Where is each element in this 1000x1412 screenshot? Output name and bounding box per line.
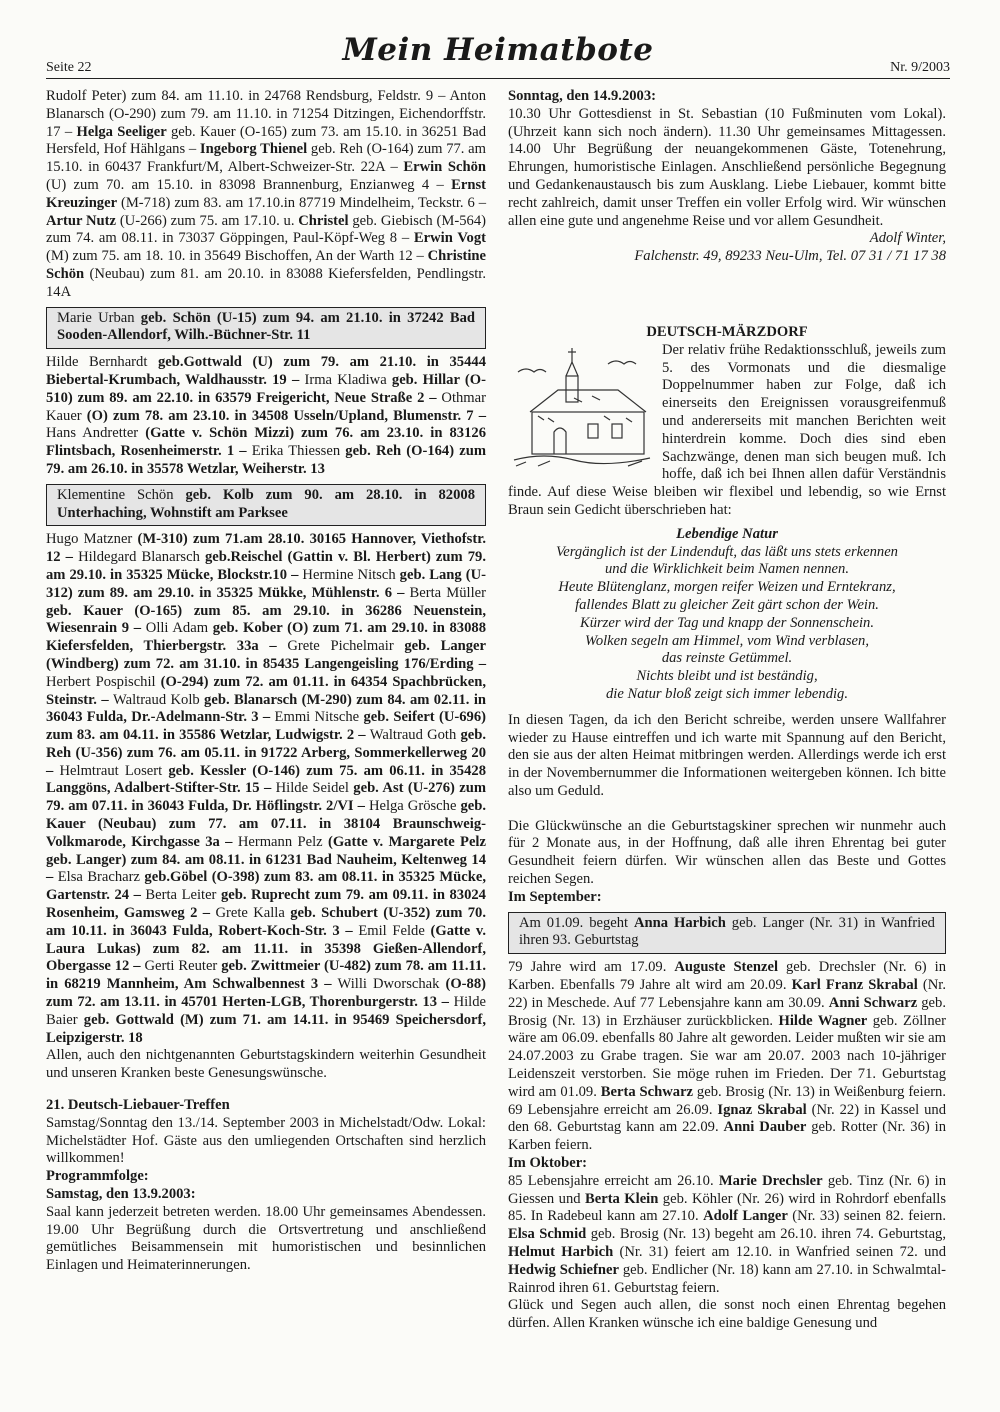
person-name: Auguste Stenzel [674,959,779,976]
entry-text: Hilde Bernhardt [46,354,148,371]
entry-text: Am 01.09. begeht [519,914,635,931]
entry-text: Grete Kalla [215,905,285,922]
person-name: geb. Hillar (O-510) zum 89. am 22.10. in 63579 Freigericht, Neue Straße 2 – [46,371,486,406]
entry-text: Othmar Kauer [46,389,486,424]
entry-text: Berta Leiter [145,887,217,904]
entry-text: geb. Brosig (Nr. 13) in Erzhäuser zurückblicken. [508,994,946,1029]
entry-text: Grete Pichelmair [287,638,394,655]
person-name: Christel [298,212,349,229]
poem-title: Lebendige Natur [676,525,778,542]
samstag-text: Saal kann jederzeit betreten werden. 18.00 Uhr gemeinsames Abendessen. 19.00 Uhr Begrüßung durch die Ortsvertretung und anschließend gemütliches Beisammensein mit humoristischen und besinnlichen Einlagen und Heimaterinnerungen. [46,1203,486,1274]
person-name: Anna Harbich [634,914,726,931]
entry-text: Irma Kladiwa [304,371,387,388]
entry-text: (Nr. 22) in Meschede. Auf 77 Lebensjahre kann am 30.09. [508,977,946,1011]
left-column [46,88,486,1275]
entry-text: (Neubau) zum 81. am 20.10. in 83088 Kiefersfelden, Pendlingstr. 14A [46,265,486,300]
entry-text: 85 Lebensjahre erreicht am 26.10. [508,1172,719,1189]
entry-text: (U) zum 70. am 15.10. in 83098 Brannenburg, Enzianweg 4 – [46,176,452,193]
entry-text: Rudolf Peter) zum 84. am 11.10. in 24768 Rendsburg, Feldstr. 9 – Anton Blanarsch (O-290) zum 79. am 11.10. in 71254 Ditzingen, Eichendorffstr. 17 – [46,88,486,140]
birthday-paragraph-2 [46,354,486,479]
entry-text: Willi Dworschak [337,976,440,993]
samstag-heading: Samstag, den 13.9.2003: [46,1186,196,1203]
entry-text: geb. Rotter (Nr. 36) in Karben feiern. [508,1119,946,1154]
header-rule [46,78,950,79]
person-name: Hilde Wagner [778,1012,868,1029]
person-name: geb. Reh (U-356) zum 76. am 05.11. in 91722 Arberg, Sommerkellerweg 20 – [46,727,486,779]
entry-text: geb. Reh (O-164) zum 77. am 15.10. in 60437 Frankfurt/M, Albert-Schweizer-Str. 22A – [46,141,486,176]
issue-number: Nr. 9/2003 [890,60,950,75]
poem [508,526,946,704]
treffen-text: Samstag/Sonntag den 13./14. September 2003 in Michelstadt/Odw. Lokal: Michelstädter Hof. Gäste aus den umliegenden Ortschaften sind herzlich willkommen! [46,1114,486,1167]
entry-text: Gerti Reuter [144,958,218,975]
entry-text: geb. Drechsler (Nr. 6) in Karben. Ebenfalls 79 Jahre alt wird am 20.09. [508,959,946,994]
person-name: Erwin Schön [403,159,486,176]
signature-name: Adolf Winter, [869,230,946,247]
right-column [508,88,946,1333]
oktober-heading: Im Oktober: [508,1155,588,1172]
entry-text: Hildegard Blanarsch [78,549,200,566]
highlight-box-marie-urban [46,307,486,350]
page-header [46,32,950,76]
entry-text: (Nr. 31) feiert am 12.10. in Wanfried seinen 72. und [613,1244,946,1261]
person-name: (Gatte v. Margarete Pelz geb. Langer) zum 84. am 08.11. in 61231 Bad Nauheim, Keltenweg 14 – [46,833,486,886]
entry-text: geb. Zöllner wäre am 06.09. ebenfalls 80 Jahre alt geworden. Leider mußten wir sie am 24.07.2003 zu Grabe tragen. Sie war am 20.07. 2003 nach 10-jähriger Leidenszeit verstorben. Sie möge ruhen im Frieden. Der 71. Geburtstag wird am 01.09. [508,1012,946,1100]
person-name: Karl Franz Skrabal [791,977,918,994]
person-name: geb. Langer (Windberg) zum 72. am 31.10. in 85435 Langengeisling 176/Erding – [46,638,486,672]
entry-text: geb. Endlicher (Nr. 18) kann am 27.10. in Schwalmtal-Rainrod ihren 61. Geburtstag feiern. [508,1261,946,1296]
person-name: geb. Blanarsch (M-290) zum 84. am 02.11. in 36043 Fulda, Dr.-Adelmann-Str. 3 – [46,691,486,726]
entry-text: 79 Jahre wird am 17.09. [508,959,675,976]
after-poem-paragraph: In diesen Tagen, da ich den Bericht schreibe, werden unsere Wallfahrer wieder zu Hause eintreffen und ich warte mit Spannung auf den Bericht, den sie aus der alten Heimat mitbringen werden. Allerdings werde ich erst in der Novembernummer die Informationen weitergeben können. Ich bitte also um Geduld. [508,711,946,799]
person-name: Berta Klein [585,1190,659,1207]
entry-text: Hilde Baier [46,994,486,1028]
chapel-illustration-icon [508,342,656,470]
greetings-paragraph: Die Glückwünsche an die Geburtstagskiner sprechen wir nunmehr auch für 2 Monate aus, in der Hoffnung, daß alle ihren Ehrentag bei guter Gesundheit feiern dürfen. Wir wünschen allen das Beste und Gottes reichen Segen. [508,817,946,888]
person-name: Helga Seeliger [76,123,167,140]
oktober-paragraph [508,1173,946,1298]
entry-text: Hermann Pelz [237,833,323,850]
entry-text: (Nr. 22) in Kassel und den 68. Geburtstag kann am 22.09. [508,1101,946,1136]
person-name: geb. Reh (O-164) zum 79. am 26.10. in 35578 Wetzlar, Weiherstr. 13 [46,443,486,477]
entry-text: geb. Köhler (Nr. 26) wird in Rohrdorf ebenfalls 85. In Radebeul kann am 27.10. [508,1190,946,1225]
poem-line: Nichts bleibt und ist beständig, [636,668,818,685]
person-name: Erwin Vogt [413,230,486,247]
person-name: geb. Ruprecht zum 79. am 09.11. in 83024 Rosenheim, Gamsweg 2 – [46,887,486,922]
person-name: Hedwig Schiefner [508,1261,619,1278]
entry-text: (M) zum 75. am 18. 10. in 35649 Bischoffen, An der Warth 12 – [46,248,428,265]
entry-text: geb. Giebisch (M-564) zum 74. am 08.11. in 73037 Göppingen, Paul-Köpf-Weg 8 – [46,212,486,247]
person-name: (Gatte v. Laura Lukas) zum 82. am 11.11. in 35398 Gießen-Allendorf, Obergasse 12 – [46,922,486,975]
person-name: geb. Kolb zum 90. am 28.10. in 82008 Unterhaching, Wohnstift am Parksee [57,486,475,521]
entry-text: Berta Müller [409,584,486,601]
person-name: Anni Dauber [723,1119,807,1136]
person-name: (O-294) zum 72. am 01.11. in 64354 Spachbrücken, Steinstr. – [46,673,486,708]
person-name: Helmut Harbich [508,1244,614,1261]
person-name: Christine Schön [46,248,486,282]
person-name: geb. Kober (O) zum 71. am 29.10. in 83088 Kiefersfelden, Thierbergstr. 33a – [46,620,486,655]
person-name: Artur Nutz [46,212,117,229]
intro-paragraph: Der relativ frühe Redaktionsschluß, jeweils zum 5. des Vormonats und die diesmalige Doppelnummer haben zur Folge, daß ich einerseits den Ereignissen vorausgreifenmuß und andererseits mit manchen Berichten weit hinterdrein komme. Doch dies sind eben Sachzwänge, denen man sich beugen muß. Ich hoffe, daß ich bei Ihnen allen dafür Verständnis finde. Auf diese Weise bleiben wir flexibel und lebendig, so wie Ernst Braun sein Gedicht überschrieben hat: [508,341,946,518]
entry-text: geb. Tinz (Nr. 6) in Giessen und [508,1172,946,1207]
person-name: geb. Kauer (O-165) zum 85. am 29.10. in 36286 Neuenstein, Wiesenrain 9 – [46,602,486,637]
entry-text: Elsa Bracharz [57,869,140,886]
entry-text: geb. Langer (Nr. 31) in Wanfried ihren 93. Geburtstag [519,914,935,949]
person-name: geb. Ast (U-276) zum 79. am 07.11. in 36043 Fulda, Dr. Höflingstr. 2/VI – [46,780,486,815]
entry-text: Olli Adam [145,620,209,637]
entry-text: Hans Andretter [46,425,139,442]
entry-text: geb. Kauer (O-165) zum 73. am 15.10. in 36251 Bad Hersfeld, Hof Hählgans – [46,123,487,158]
poem-line: Kürzer wird der Tag und knapp der Sonnenschein. [579,614,875,631]
entry-text: Herbert Pospischil [46,673,156,690]
entry-text: geb. Brosig (Nr. 13) begeht am 26.10. ihren 74. Geburtstag, [586,1226,946,1243]
entry-text: Hugo Matzner [46,531,133,548]
entry-text: (U-266) zum 75. am 17.10. u. [116,212,299,229]
masthead-logo: Mein Heimatbote [342,32,654,68]
entry-text: Klementine Schön [57,486,174,503]
person-name: geb. Gottwald (M) zum 71. am 14.11. in 95469 Speichersdorf, Leipzigerstr. 18 [46,1011,486,1046]
person-name: geb. Seifert (U-696) zum 83. am 04.11. in 35586 Wetzlar, Ludwigstr. 2 – [46,709,486,744]
entry-text: Helmtraut Losert [59,762,163,779]
programm-heading: Programmfolge: [46,1168,149,1185]
entry-text: Helga Grösche [368,798,457,815]
section-title: DEUTSCH-MÄRZDORF [646,323,808,340]
poem-line: Vergänglich ist der Lindenduft, das läßt uns stets erkennen [556,543,898,560]
person-name: geb.Göbel (O-398) zum 83. am 08.11. in 35325 Mücke, Gartenstr. 24 – [46,869,487,904]
person-name: geb.Reischel (Gattin v. Bl. Herbert) zum 79. am 29.10. in 35325 Mücke, Blockstr.10 – [46,549,487,583]
september-heading: Im September: [508,888,602,905]
person-name: (Gatte v. Schön Mizzi) zum 76. am 23.10. in 83126 Flintsbach, Rosenheimerstr. 1 – [46,425,486,460]
signature-address: Falchenstr. 49, 89233 Neu-Ulm, Tel. 07 31 / 71 17 38 [634,248,946,265]
page-number: Seite 22 [46,60,92,75]
person-name: geb.Gottwald (U) zum 79. am 21.10. in 35444 Biebertal-Krumbach, Waldhausstr. 19 – [46,354,486,388]
birthday-paragraph-3 [46,531,486,1047]
entry-text: Erika Thiessen [251,443,341,460]
poem-line: fallendes Blatt zu gleicher Zeit gärt schon der Wein. [575,596,879,613]
person-name: Berta Schwarz [600,1083,694,1100]
september-paragraph [508,959,946,1155]
person-name: (O-88) zum 72. am 13.11. in 45701 Herten-LGB, Thorenburgerstr. 13 – [46,976,486,1011]
person-name: geb. Zwittmeier (U-482) zum 78. am 11.11. in 68219 Mannheim, Am Schwalbennest 3 – [46,958,486,993]
person-name: geb. Schubert (U-352) zum 70. am 10.11. in 36043 Fulda, Robert-Koch-Str. 3 – [46,905,486,939]
closing-paragraph: Glück und Segen auch allen, die sonst noch einen Ehrentag begehen dürfen. Allen Kranken wünsche ich eine baldige Genesung und [508,1297,946,1332]
birthday-paragraph-1 [46,88,486,302]
person-name: geb. Lang (U-312) zum 89. am 29.10. in 35325 Mükke, Mühlenstr. 6 – [46,566,487,601]
poem-line: Wolken segeln am Himmel, vom Wind verblasen, [585,632,869,649]
person-name: Ignaz Skrabal [717,1101,807,1118]
highlight-box-anna-harbich [508,912,946,955]
person-name: geb. Kessler (O-146) zum 75. am 06.11. in 35428 Langgöns, Adalbert-Stifter-Str. 15 – [46,762,486,797]
entry-text: Hilde Seidel [275,780,349,797]
sonntag-text: 10.30 Uhr Gottesdienst in St. Sebastian (10 Fußminuten vom Lokal). (Uhrzeit kann sich noch ändern). 11.30 Uhr gemeinsames Mittagessen. 14.00 Uhr Begrüßung der neuangekommenen Gäste, Totenehrung, Ehrungen, humoristische Einlagen. Anschließend persönliche Begegnung und Gedankenaustausch bis zum Ausklang. Liebe Liebauer, kommt bitte recht zahlreich, damit unser Treffen ein voller Erfolg wird. Wir wünschen allen eine gute und angenehme Reise und vor allem Gesundheit. [508,105,946,229]
entry-text: (Nr. 33) seinen 82. feiern. [787,1208,946,1225]
person-name: (O) zum 78. am 23.10. in 34508 Usseln/Upland, Blumenstr. 7 – [81,407,486,424]
treffen-title: 21. Deutsch-Liebauer-Treffen [46,1097,230,1114]
poem-line: das reinste Getümmel. [661,650,793,667]
entry-text: Marie Urban [57,309,135,326]
wishes-paragraph: Allen, auch den nichtgenannten Geburtstagskindern weiterhin Gesundheit und unseren Kranken beste Genesungswünsche. [46,1047,486,1082]
person-name: Adolf Langer [703,1208,788,1225]
poem-line: Heute Blütenglanz, morgen reifer Weizen und Erntekranz, [558,579,896,596]
entry-text: Emil Felde [358,922,425,939]
sonntag-heading: Sonntag, den 14.9.2003: [508,88,656,104]
poem-line: und die Wirklichkeit beim Namen nennen. [605,561,849,578]
person-name: Marie Drechsler [718,1172,823,1189]
person-name: geb. Kauer (Neubau) zum 77. am 07.11. in 38104 Braunschweig-Volkmarode, Kirchgasse 3a – [46,798,486,850]
person-name: Elsa Schmid [508,1226,587,1243]
person-name: Anni Schwarz [828,994,918,1011]
person-name: Ingeborg Thienel [199,141,308,158]
entry-text: Emmi Nitsche [274,709,360,726]
entry-text: Hermine Nitsch [302,566,396,583]
entry-text: Waltraud Goth [369,727,457,744]
highlight-box-klementine-schoen [46,484,486,527]
entry-text: geb. Brosig (Nr. 13) in Weißenburg feiern. 69 Lebensjahre erreicht am 26.09. [508,1083,946,1118]
person-name: Ernst Kreuzinger [46,176,486,211]
person-name: (M-310) zum 71.am 28.10. 30165 Hannover, Viethofstr. 12 – [46,531,486,566]
entry-text: Waltraud Kolb [113,691,200,708]
entry-text: (M-718) zum 83. am 17.10.in 87719 Mindelheim, Teckstr. 6 – [117,194,486,211]
poem-line: die Natur bloß zeigt sich immer lebendig. [606,685,848,702]
person-name: geb. Schön (U-15) zum 94. am 21.10. in 37242 Bad Sooden-Allendorf, Wilh.-Büchner-Str. 11 [57,309,476,344]
